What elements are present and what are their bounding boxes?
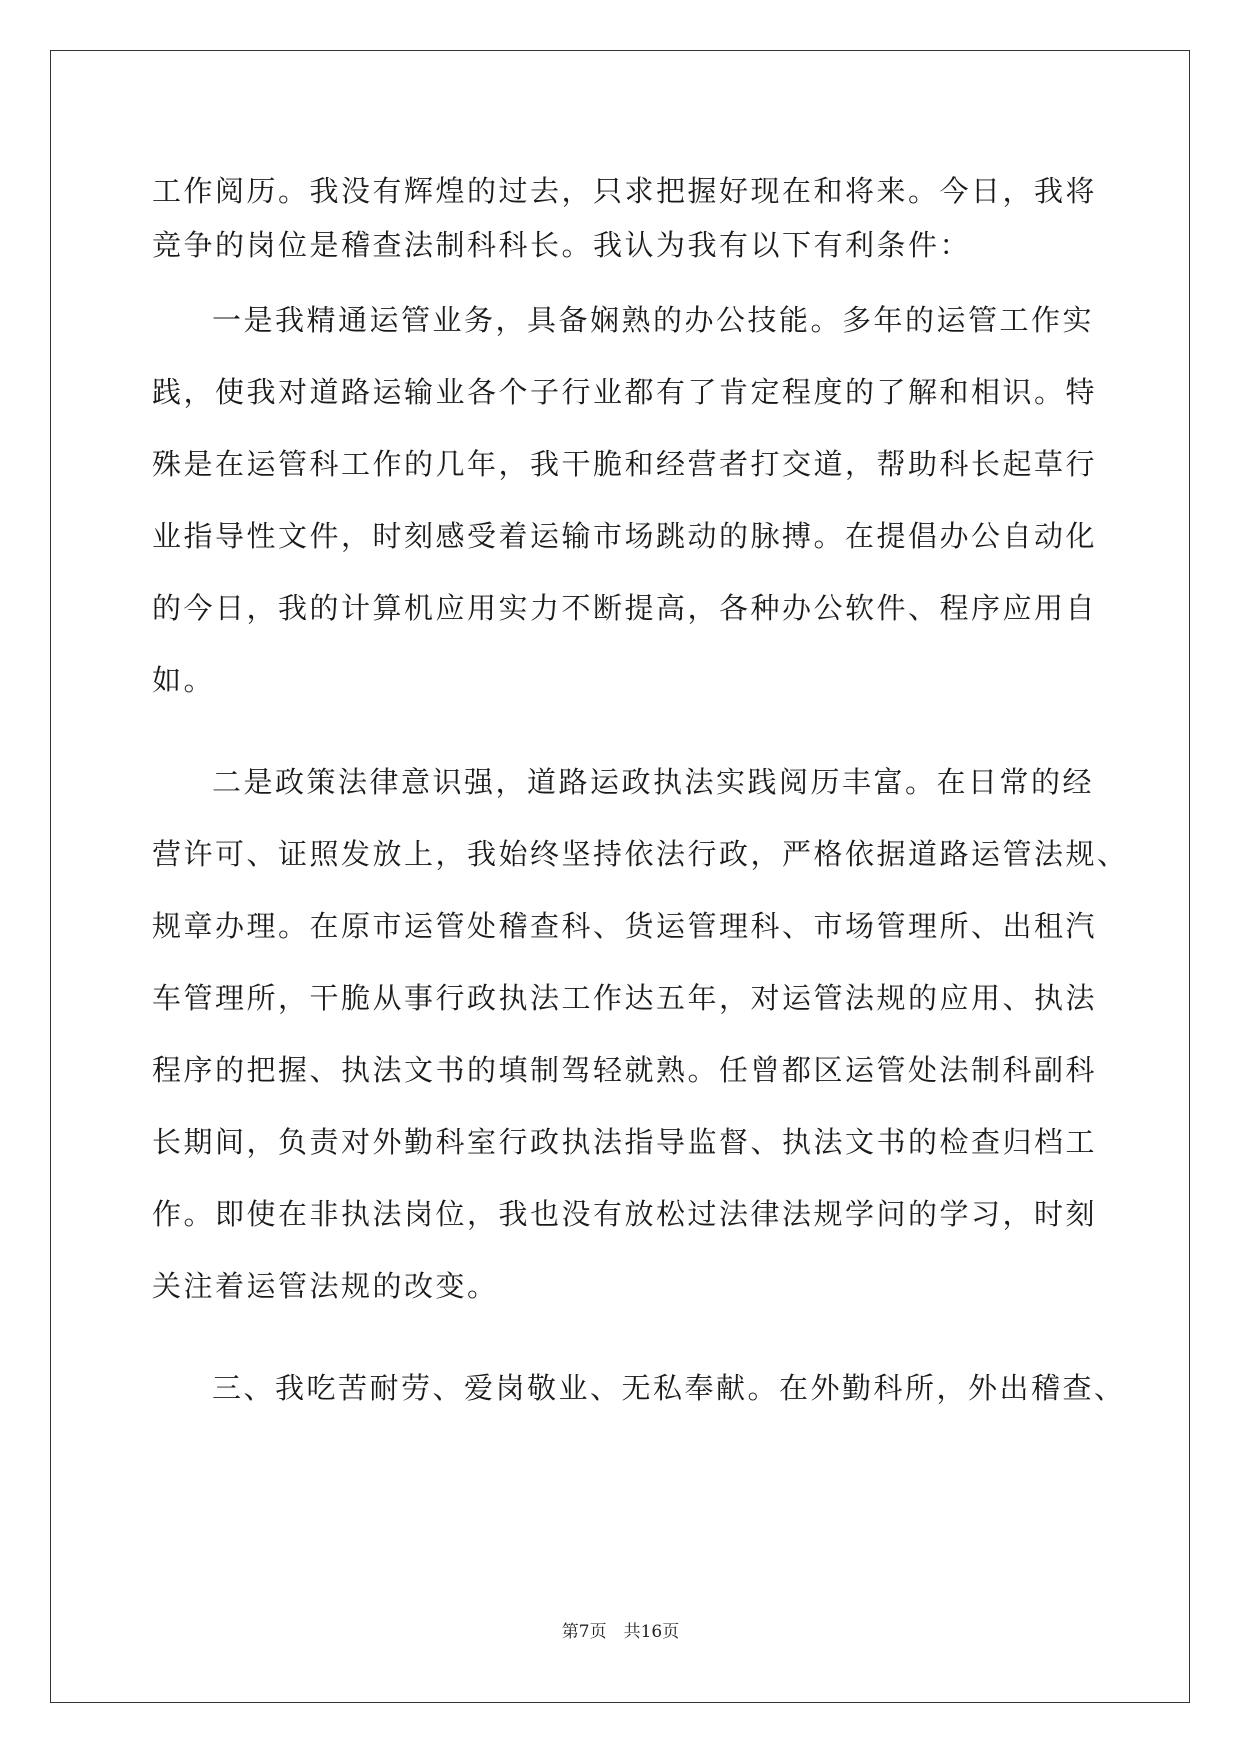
text-line-1: 工作阅历。我没有辉煌的过去，只求把握好现在和将来。今日，我将 [152,174,1098,208]
text-line-2: 竞争的岗位是稽查法制科科长。我认为我有以下有利条件： [152,228,972,262]
text-line-5: 殊是在运管科工作的几年，我干脆和经营者打交道，帮助科长起草行 [152,447,1098,481]
text-line-12: 车管理所，干脆从事行政执法工作达五年，对运管法规的应用、执法 [152,981,1098,1015]
text-line-8: 如。 [152,663,216,697]
text-line-16: 关注着运管法规的改变。 [152,1269,499,1303]
text-line-17: 三、我吃苦耐劳、爱岗敬业、无私奉献。在外勤科所，外出稽查、 [212,1371,1126,1405]
text-line-3: 一是我精通运管业务，具备娴熟的办公技能。多年的运管工作实 [212,303,1095,337]
text-line-14: 长期间，负责对外勤科室行政执法指导监督、执法文书的检查归档工 [152,1125,1098,1159]
text-line-6: 业指导性文件，时刻感受着运输市场跳动的脉搏。在提倡办公自动化 [152,519,1098,553]
text-line-13: 程序的把握、执法文书的填制驾轻就熟。任曾都区运管处法制科副科 [152,1053,1098,1087]
text-line-10: 营许可、证照发放上，我始终坚持依法行政，严格依据道路运管法规、 [152,837,1129,871]
text-line-11: 规章办理。在原市运管处稽查科、货运管理科、市场管理所、出租汽 [152,909,1098,943]
text-line-7: 的今日，我的计算机应用实力不断提高，各种办公软件、程序应用自 [152,591,1098,625]
page-footer: 第7页 共16页 [561,1622,680,1642]
text-line-9: 二是政策法律意识强，道路运政执法实践阅历丰富。在日常的经 [212,765,1095,799]
text-line-4: 践，使我对道路运输业各个子行业都有了肯定程度的了解和相识。特 [152,375,1098,409]
page-border [50,50,1190,1703]
text-line-15: 作。即使在非执法岗位，我也没有放松过法律法规学问的学习，时刻 [152,1197,1098,1231]
